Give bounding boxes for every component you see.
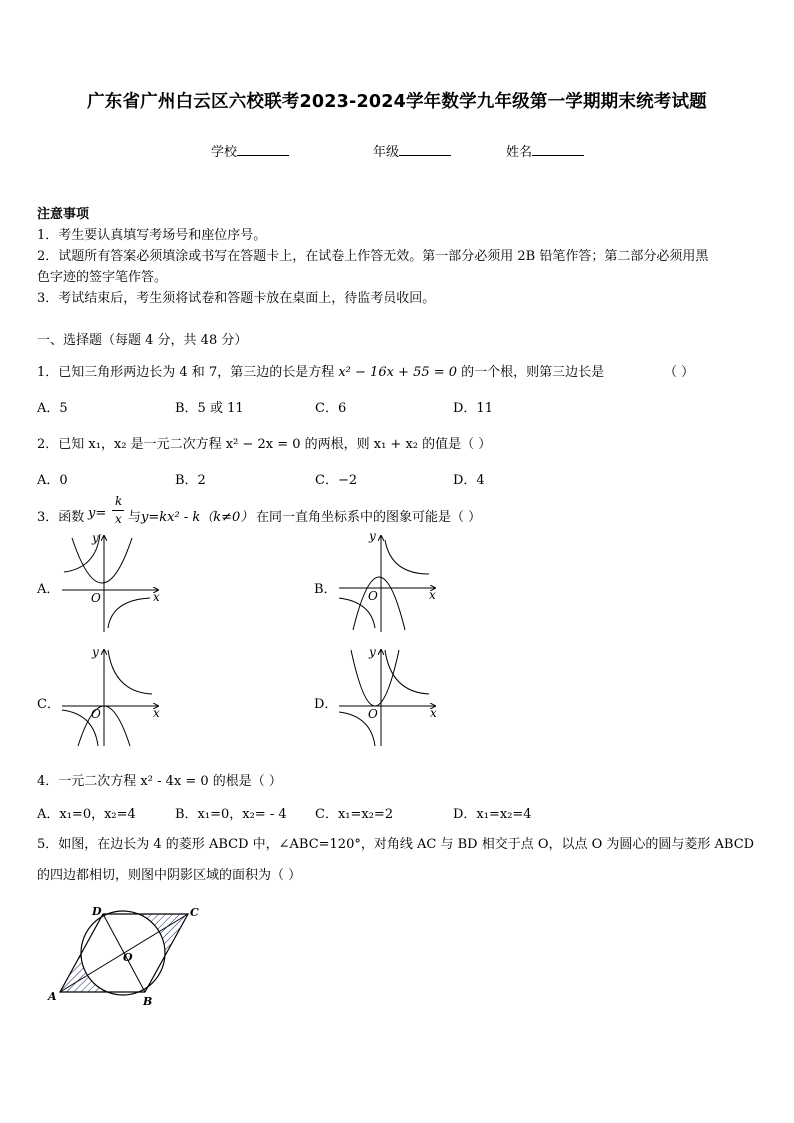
q3-option-b-label: B． [314,582,337,597]
x-axis-label: x [429,588,436,602]
y-axis-label: y [92,531,99,545]
q4-option-c: C．x₁=x₂=2 [315,807,394,822]
q1-stem-a: 1．已知三角形两边长为 4 和 7，第三边的长是方程 [37,365,339,380]
q3-graph-b [335,528,447,636]
parabola-curve [72,538,132,583]
q2-option-a: A．0 [37,473,68,488]
q3-option-d-label: D． [314,697,338,712]
hyperbola-branch-1 [385,650,429,694]
grade-blank [399,143,451,156]
name-blank [532,143,584,156]
q2-stem: 2．已知 x₁，x₂ 是一元二次方程 x² − 2x = 0 的两根，则 x₁ + x₂ 的值是（ ） [37,437,492,452]
q4-stem: 4．一元二次方程 x² - 4x = 0 的根是（ ） [37,774,282,789]
vertex-label-a: A [48,990,57,1003]
note-2-line2: 色字迹的签字笔作答。 [37,270,168,285]
q4-option-a: A．x₁=0，x₂=4 [37,807,136,822]
q1-stem [37,361,604,380]
q3-frac-bar [112,510,124,511]
origin-label: O [368,589,378,603]
q3-option-c-label: C． [37,697,60,712]
section-heading: 一、选择题（每题 4 分，共 48 分） [37,333,248,348]
hyperbola-branch-1 [108,650,152,694]
origin-label: O [91,707,101,721]
vertex-label-c: C [190,906,199,919]
q1-option-d: D．11 [453,401,493,416]
q1-option-c: C．6 [315,401,347,416]
page-title: 广东省广州白云区六校联考2023-2024学年数学九年级第一学期期末统考试题 [87,92,707,112]
grade-label: 年级 [373,145,400,160]
note-3: 3．考试结束后，考生须将试卷和答题卡放在桌面上，待监考员收回。 [37,291,436,306]
note-1: 1．考生要认真填写考场号和座位序号。 [37,228,267,243]
name-label: 姓名 [506,145,533,160]
hyperbola-branch-1 [385,540,429,574]
q3-equation-2: y=kx² - k（k≠0） [141,510,254,525]
q1-option-a: A．5 [37,401,68,416]
q3-stem-mid: 与 [128,510,142,525]
q5-stem-line1: 5．如图，在边长为 4 的菱形 ABCD 中，∠ABC=120°，对角线 AC 与 BD 相交于点 O，以点 O 为圆心的圆与菱形 ABCD [37,837,755,852]
center-label-o: O [123,951,133,964]
q2-option-c: C．−2 [315,473,358,488]
y-axis-label: y [92,645,99,659]
origin-label: O [91,591,101,605]
x-axis-label: x [153,706,160,720]
q3-graph-a [58,528,170,636]
q3-stem-pre: 3．函数 [37,510,85,525]
grade-field [373,141,451,160]
q1-option-b: B．5 或 11 [175,401,244,416]
q3-yeq: y= [88,506,107,521]
name-field [506,141,584,160]
x-axis-label: x [153,590,160,604]
q1-paren: （ ） [664,365,695,380]
note-2-line1: 2．试题所有答案必须填涂或书写在答题卡上，在试卷上作答无效。第一部分必须用 2B 铅笔作答；第二部分必须用黑 [37,249,709,264]
y-axis-label: y [369,529,376,543]
q3-stem-post: 在同一直角坐标系中的图象可能是（ ） [256,510,482,525]
q1-equation: x² − 16x + 55 = 0 [338,365,458,380]
hyperbola-branch-2 [108,598,150,628]
q2-option-b: B．2 [175,473,206,488]
q3-graph-d [335,642,447,750]
q3-frac-den: x [115,512,122,526]
school-field [211,141,289,160]
vertex-label-b: B [143,995,153,1008]
school-blank [237,143,289,156]
q2-option-d: D．4 [453,473,485,488]
parabola-curve [353,577,405,630]
q4-option-d: D．x₁=x₂=4 [453,807,532,822]
q3-frac-num: k [115,494,123,508]
notes-heading: 注意事项 [37,207,90,222]
q3-graph-c [58,642,170,750]
x-axis-label: x [430,706,437,720]
q5-stem-line2: 的四边都相切，则图中阴影区域的面积为（ ） [37,868,302,883]
q4-option-b: B．x₁=0，x₂= - 4 [175,807,287,822]
vertex-label-d: D [92,905,102,918]
y-axis-label: y [369,645,376,659]
origin-label: O [368,707,378,721]
school-label: 学校 [211,145,238,160]
q3-option-a-label: A． [37,582,60,597]
q1-stem-b: 的一个根，则第三边长是 [457,365,605,380]
q5-rhombus-figure [40,898,210,1010]
